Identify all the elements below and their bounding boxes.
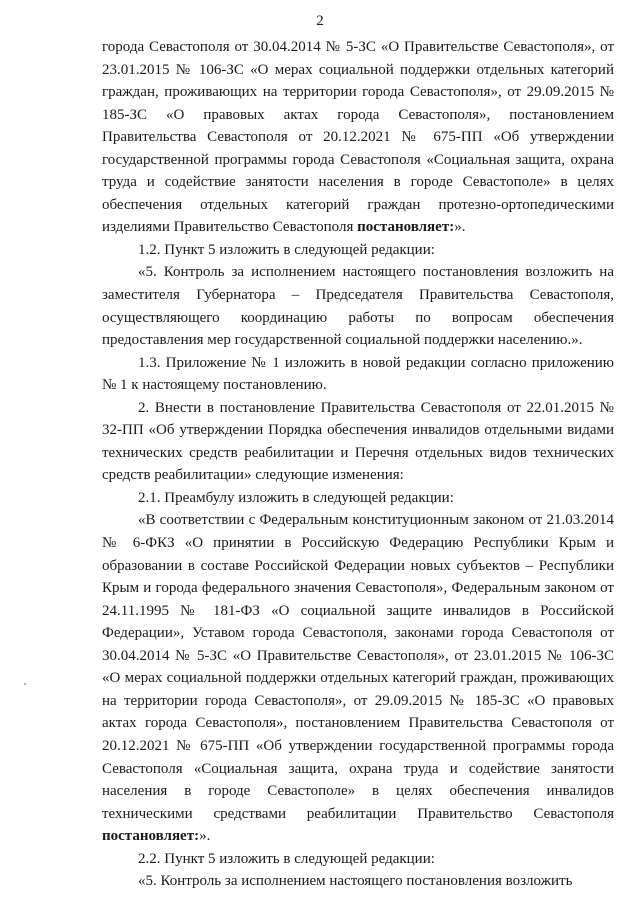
paragraph-2: 2. Внести в постановление Правительства Севастополя от 22.01.2015 № 32-ПП «Об утверждении Порядка обеспечения инвалидов отдельными видами технических средств реабилитации и Перечня отдельных видов технических средств реабилитации» следующие изменения: [102, 399, 614, 484]
paragraph-2-2-quote: «5. Контроль за исполнением настоящего постановления возложить [138, 873, 573, 890]
paragraph-text: города Севастополя от 30.04.2014 № 5-ЗС «О Правительстве Севастополя», от 23.01.2015 № 106-ЗС «О мерах социальной поддержки отдельных категорий граждан, проживающих на территории города Севастополя», от 29.09.2015 № 185-ЗС «О правовых актах города Севастополя», постановлением Правительства Севастополя от 20.12.2021 № 675-ПП «Об утверждении государственной программы города Севастополя «Социальная защита, охрана труда и содействие занятости населения в городе Севастополе» в целях обеспечения отдельных категорий граждан протезно-ортопедическими изделиями Правительство Севастополя [102, 39, 614, 236]
paragraph-bold-text: постановляет: [102, 828, 200, 845]
paragraph-2-1: 2.1. Преамбулу изложить в следующей редакции: [138, 489, 454, 506]
paragraph-1-3: 1.3. Приложение № 1 изложить в новой редакции согласно приложению № 1 к настоящему постановлению. [102, 354, 614, 394]
paragraph-2-1-quote [102, 509, 614, 847]
paragraph-2-2: 2.2. Пункт 5 изложить в следующей редакции: [138, 850, 435, 867]
page-number: 2 [316, 13, 324, 29]
paragraph-1-2-quote: «5. Контроль за исполнением настоящего постановления возложить на заместителя Губернатора – Председателя Правительства Севастополя, осуществляющего координацию работы по вопросам обеспечения предоставления мер государственной социальной поддержки населению.». [102, 264, 614, 349]
scan-speck [24, 683, 26, 685]
paragraph-bold-text: постановляет: [357, 219, 455, 236]
paragraph-preamble-continuation [102, 36, 614, 239]
paragraph-text: «В соответствии с Федеральным конституционным законом от 21.03.2014 № 6-ФКЗ «О принятии в Российскую Федерацию Республики Крым и образовании в составе Российской Федерации новых субъектов – Республики Крым и города федерального значения Севастополя», Федеральным законом от 24.11.1995 № 181-ФЗ «О социальной защите инвалидов в Российской Федерации», Уставом города Севастополя, законами города Севастополя от 30.04.2014 № 5-ЗС «О Правительстве Севастополя», от 23.01.2015 № 106-ЗС «О мерах социальной поддержки отдельных категорий граждан, проживающих на территории города Севастополя», от 29.09.2015 № 185-ЗС «О правовых актах города Севастополя», постановлением Правительства Севастополя от 20.12.2021 № 675-ПП «Об утверждении государственной программы города Севастополя «Социальная защита, охрана труда и содействие занятости населения в городе Севастополе» в целях обеспечения инвалидов техническими средствами реабилитации Правительство Севастополя [102, 512, 614, 822]
paragraph-tail: ». [199, 828, 211, 845]
paragraph-1-2: 1.2. Пункт 5 изложить в следующей редакции: [138, 241, 435, 258]
document-body [102, 36, 614, 893]
paragraph-tail: ». [454, 219, 466, 236]
